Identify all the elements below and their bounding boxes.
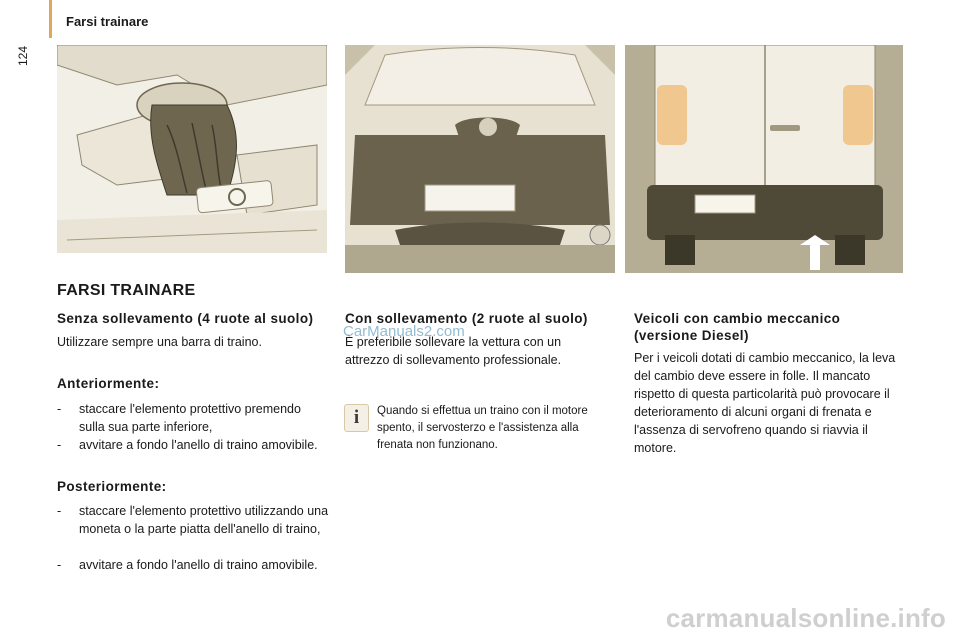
rear-tow-illustration xyxy=(625,45,903,273)
header-accent-bar xyxy=(49,0,52,38)
page-number: 124 xyxy=(16,45,30,66)
info-note: Quando si effettua un traino con il motore spento, il servosterzo e l'assistenza alla frenata non funzionano. xyxy=(377,405,588,451)
col1-intro: Utilizzare sempre una barra di traino. xyxy=(57,335,262,349)
front-item-2: - avvitare a fondo l'anello di traino amovibile. xyxy=(57,436,332,472)
col2-body: È preferibile sollevare la vettura con un attrezzo di sollevamento professionale. xyxy=(345,335,562,367)
rear-item-1: - staccare l'elemento protettivo utilizzando una moneta o la parte piatta dell'anello di traino, xyxy=(57,504,329,536)
front-tow-illustration xyxy=(345,45,615,273)
carmanuals-watermark: CarManuals2.com xyxy=(343,323,465,340)
front-item-1-text: staccare l'elemento protettivo premendo sulla sua parte inferiore, xyxy=(79,402,301,434)
col3-body: Per i veicoli dotati di cambio meccanico, la leva del cambio deve essere in folle. Il mancato rispetto di questa particolarità può provocare il deterioramento di alcuni organi di frenata e l'assenza di servofreno quando si riavvia il motore. xyxy=(634,351,896,455)
rear-item-1-text: staccare l'elemento protettivo utilizzando una moneta o la parte piatta dell'anello di traino, xyxy=(79,504,329,536)
front-heading: Anteriormente: xyxy=(57,376,160,391)
col2-heading: Con sollevamento (2 ruote al suolo) xyxy=(345,311,588,326)
section-title: Farsi trainare xyxy=(66,14,149,29)
front-item-1: - staccare l'elemento protettivo premendo sulla sua parte inferiore, xyxy=(57,400,332,436)
col1-heading: Senza sollevamento (4 ruote al suolo) xyxy=(57,311,314,326)
rear-item-2: - avvitare a fondo l'anello di traino amovibile. xyxy=(57,556,332,592)
towing-eye-illustration xyxy=(57,45,327,253)
main-title: FARSI TRAINARE xyxy=(57,282,196,299)
front-item-2-text: avvitare a fondo l'anello di traino amovibile. xyxy=(79,438,318,452)
rear-item-2-text: avvitare a fondo l'anello di traino amovibile. xyxy=(79,558,318,572)
info-icon: i xyxy=(344,404,369,432)
footer-watermark: carmanualsonline.info xyxy=(665,603,946,633)
col3-heading: Veicoli con cambio meccanico (versione Diesel) xyxy=(634,311,841,343)
rear-heading: Posteriormente: xyxy=(57,479,167,494)
